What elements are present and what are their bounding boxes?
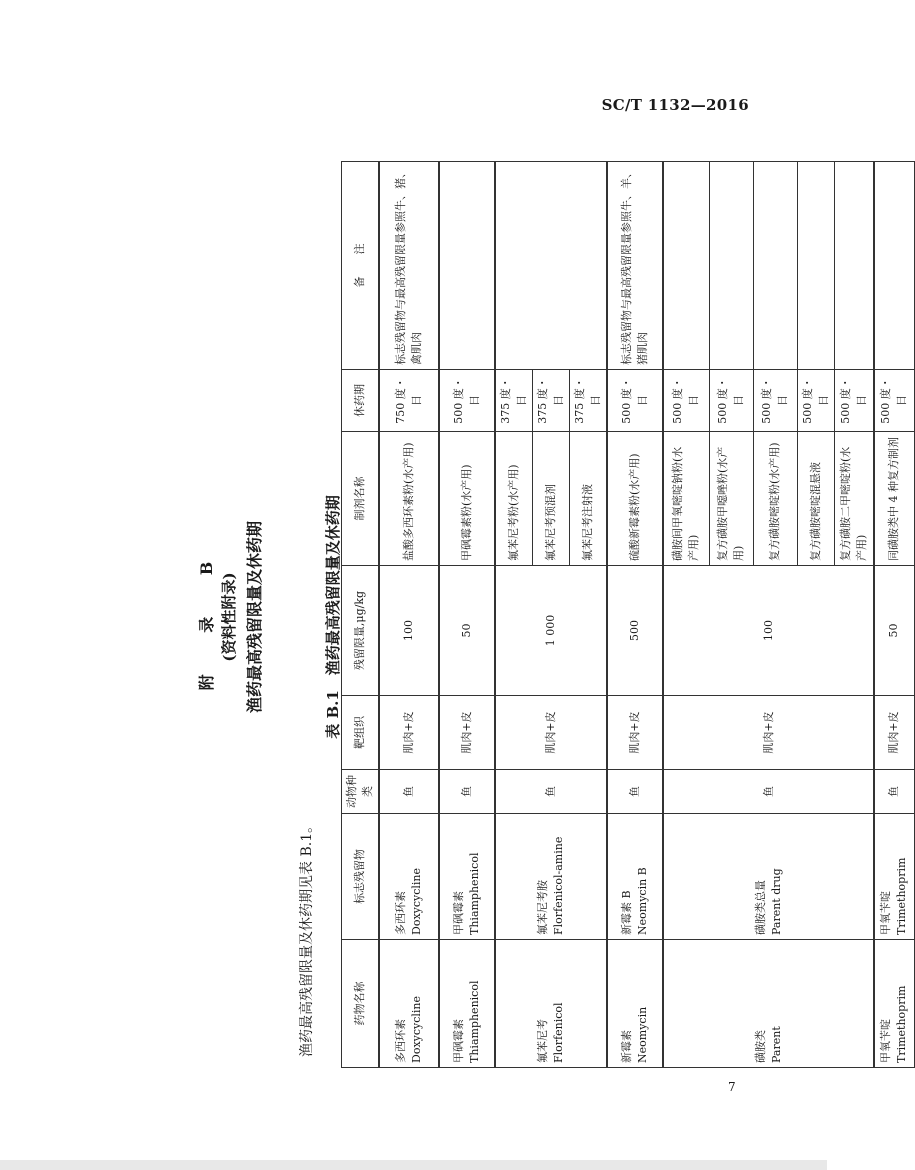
marker-cell: 磺胺类总量 Parent drug [663, 814, 874, 940]
prep-cell: 复方磺胺嘧啶粉(水产用) [753, 432, 797, 566]
header-drug: 药物名称 [342, 940, 380, 1068]
annex-label: 附 录 B [197, 543, 216, 691]
marker-cell: 甲砜霉素 Thiamphenicol [439, 814, 495, 940]
species-cell: 鱼 [379, 770, 439, 814]
prep-cell: 同磺胺类中 4 种复方制剂 [874, 432, 914, 566]
residue-limit-table [341, 161, 915, 1068]
table-row [607, 162, 663, 1068]
header-marker: 标志残留物 [342, 814, 380, 940]
withdrawal-cell: 500 度・日 [753, 370, 797, 432]
withdrawal-cell: 500 度・日 [663, 370, 709, 432]
withdrawal-cell: 500 度・日 [834, 370, 874, 432]
drug-name-cell: 新霉素 Neomycin [607, 940, 663, 1068]
note-cell [753, 162, 797, 370]
annex-type: (资料性附录) [220, 572, 238, 662]
table-row [663, 162, 709, 1068]
table-row [439, 162, 495, 1068]
prep-cell: 硫酸新霉素粉(水产用) [607, 432, 663, 566]
withdrawal-cell: 375 度・日 [495, 370, 533, 432]
table-row [874, 162, 914, 1068]
species-cell: 鱼 [495, 770, 607, 814]
note-cell: 标志残留物与最高残留限量参照牛、猪、禽肌肉 [379, 162, 439, 370]
header-withdrawal: 休药期 [342, 370, 380, 432]
species-cell: 鱼 [439, 770, 495, 814]
drug-name-cell: 磺胺类 Parent [663, 940, 874, 1068]
species-cell: 鱼 [663, 770, 874, 814]
prep-cell: 氟苯尼考预混剂 [533, 432, 570, 566]
mrl-cell: 50 [874, 566, 914, 696]
note-cell [495, 162, 607, 370]
prep-cell: 复方磺胺二甲嘧啶粉(水产用) [834, 432, 874, 566]
note-cell [797, 162, 834, 370]
note-cell: 标志残留物与最高残留限量参照牛、羊、猪肌肉 [607, 162, 663, 370]
header-tissue: 靶组织 [342, 696, 380, 770]
note-cell [834, 162, 874, 370]
withdrawal-cell: 750 度・日 [379, 370, 439, 432]
tissue-cell: 肌肉+皮 [439, 696, 495, 770]
withdrawal-cell: 500 度・日 [709, 370, 753, 432]
marker-cell: 甲氧苄啶 Trimethoprim [874, 814, 914, 940]
marker-cell: 新霉素 B Neomycin B [607, 814, 663, 940]
drug-name-cell: 甲砜霉素 Thiamphenicol [439, 940, 495, 1068]
marker-cell: 多西环素 Doxycycline [379, 814, 439, 940]
species-cell: 鱼 [874, 770, 914, 814]
withdrawal-cell: 375 度・日 [570, 370, 608, 432]
note-cell [874, 162, 914, 370]
annex-intro: 渔药最高残留限量及休药期见表 B.1。 [299, 818, 315, 1057]
withdrawal-cell: 500 度・日 [439, 370, 495, 432]
note-cell [439, 162, 495, 370]
prep-cell: 复方磺胺甲噁唑粉(水产用) [709, 432, 753, 566]
annex-title: 渔药最高残留限量及休药期 [245, 521, 264, 714]
withdrawal-cell: 500 度・日 [607, 370, 663, 432]
table-row [495, 162, 533, 1068]
prep-cell: 盐酸多西环素粉(水产用) [379, 432, 439, 566]
marker-cell: 氟苯尼考胺 Florfenicol-amine [495, 814, 607, 940]
prep-cell: 磺胺间甲氧嘧啶钠粉(水产用) [663, 432, 709, 566]
page-number: 7 [728, 1080, 736, 1094]
withdrawal-cell: 500 度・日 [797, 370, 834, 432]
tissue-cell: 肌肉+皮 [495, 696, 607, 770]
mrl-cell: 1 000 [495, 566, 607, 696]
withdrawal-cell: 375 度・日 [533, 370, 570, 432]
header-mrl: 残留限量,μg/kg [342, 566, 380, 696]
prep-cell: 甲砜霉素粉(水产用) [439, 432, 495, 566]
tissue-cell: 肌肉+皮 [663, 696, 874, 770]
standard-code: SC/T 1132—2016 [601, 96, 749, 114]
note-cell [709, 162, 753, 370]
tissue-cell: 肌肉+皮 [874, 696, 914, 770]
species-cell: 鱼 [607, 770, 663, 814]
drug-name-cell: 多西环素 Doxycycline [379, 940, 439, 1068]
table-header-row [342, 162, 380, 1068]
table-row [379, 162, 439, 1068]
scan-bottom-edge [0, 1160, 827, 1170]
table-caption: 表 B.1 渔药最高残留限量及休药期 [324, 495, 342, 739]
withdrawal-cell: 500 度・日 [874, 370, 914, 432]
mrl-cell: 50 [439, 566, 495, 696]
mrl-cell: 100 [379, 566, 439, 696]
note-cell [663, 162, 709, 370]
rotated-annex-page [194, 137, 909, 1097]
tissue-cell: 肌肉+皮 [379, 696, 439, 770]
drug-name-cell: 氟苯尼考 Florfenicol [495, 940, 607, 1068]
drug-name-cell: 甲氧苄啶 Trimethoprim [874, 940, 914, 1068]
tissue-cell: 肌肉+皮 [607, 696, 663, 770]
prep-cell: 氟苯尼考粉(水产用) [495, 432, 533, 566]
prep-cell: 复方磺胺嘧啶混悬液 [797, 432, 834, 566]
header-note: 备 注 [342, 162, 380, 370]
header-species: 动物种类 [342, 770, 380, 814]
mrl-cell: 100 [663, 566, 874, 696]
header-prep: 制剂名称 [342, 432, 380, 566]
prep-cell: 氟苯尼考注射液 [570, 432, 608, 566]
mrl-cell: 500 [607, 566, 663, 696]
